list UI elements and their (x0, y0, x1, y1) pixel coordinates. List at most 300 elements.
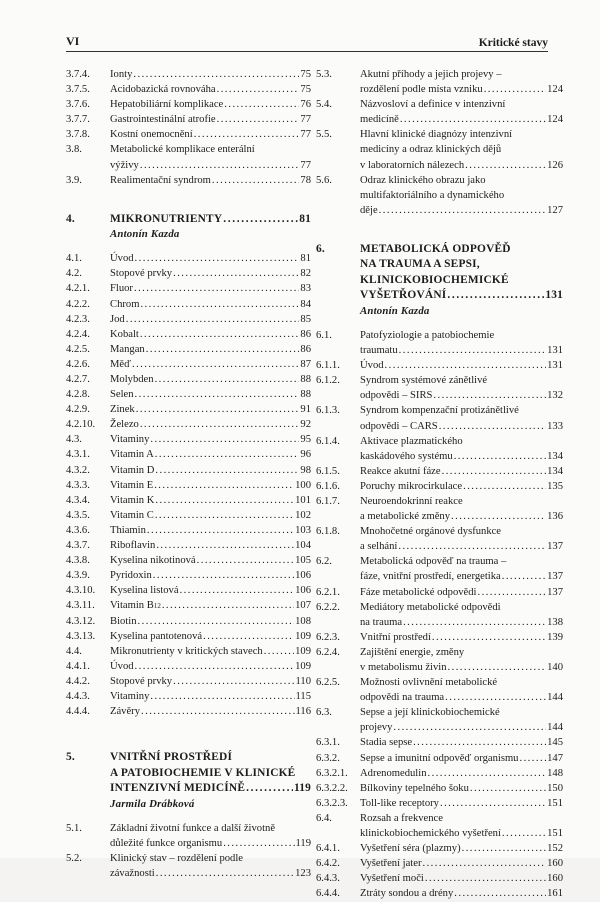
entry-line (360, 720, 563, 735)
toc-entry[interactable] (66, 127, 311, 142)
entry-line (360, 585, 563, 600)
page-ref: 136 (547, 511, 563, 523)
toc-entry[interactable] (66, 553, 311, 568)
toc-entry[interactable] (66, 704, 311, 719)
entry-line (360, 660, 563, 675)
entry-line (110, 97, 311, 112)
entry-title: Mangan (110, 343, 145, 355)
toc-entry[interactable] (316, 735, 563, 750)
page-ref: 132 (547, 390, 563, 402)
leader-dots (194, 127, 300, 142)
toc-entry[interactable] (66, 659, 311, 674)
page-ref: 108 (295, 615, 311, 627)
toc-entry[interactable] (316, 856, 563, 871)
toc-entry[interactable] (66, 523, 311, 538)
section-number: 4.2.2. (66, 298, 90, 310)
entry-body (110, 142, 311, 172)
page-ref: 161 (547, 888, 563, 900)
leader-dots (224, 97, 299, 112)
entry-title: Odraz klinického obrazu jako (360, 174, 486, 186)
leader-dots (454, 886, 546, 901)
entry-title: Stopové prvky (110, 675, 173, 687)
page-ref: 119 (295, 837, 311, 849)
leader-dots (150, 689, 294, 704)
toc-group (66, 67, 311, 188)
section-number: 6.1.4. (316, 435, 340, 447)
entry-title: Reakce akutní fáze (360, 465, 441, 477)
toc-entry[interactable] (316, 585, 563, 600)
entry-line (110, 704, 311, 719)
leader-dots (246, 781, 293, 797)
leader-dots (433, 388, 546, 403)
entry-title: Mikronutrienty v kritických stavech (110, 645, 263, 657)
entry-body (110, 281, 311, 296)
leader-dots (502, 569, 546, 584)
page-ref: 139 (547, 631, 563, 643)
entry-body (110, 689, 311, 704)
toc-entry[interactable] (66, 689, 311, 704)
toc-entry[interactable] (66, 417, 311, 432)
entry-body (110, 312, 311, 327)
section-number: 4.2.3. (66, 313, 90, 325)
toc-entry[interactable] (316, 328, 563, 358)
section-number: 4.3.12. (66, 615, 96, 627)
chapter-number: 6. (316, 242, 325, 255)
toc-entry[interactable] (66, 614, 311, 629)
toc-entry[interactable] (66, 67, 311, 82)
entry-title: Akutní příhody a jejich projevy – (360, 69, 502, 80)
toc-entry[interactable] (66, 312, 311, 327)
toc-entry[interactable] (66, 568, 311, 583)
toc-entry[interactable] (66, 97, 311, 112)
entry-line (360, 766, 563, 781)
entry-title: na trauma (360, 616, 403, 628)
entry-body (110, 463, 311, 478)
entry-title: projevy (360, 722, 393, 734)
entry-body (110, 417, 311, 432)
section-number: 6.1.2. (316, 375, 340, 387)
section-number: 4.3.10. (66, 585, 96, 597)
section-number: 4.3.8. (66, 555, 90, 567)
entry-title: Fluor (110, 283, 133, 295)
entry-line (360, 419, 563, 434)
toc-entry[interactable] (66, 821, 311, 851)
entry-body (110, 523, 311, 538)
toc-entry[interactable] (316, 494, 563, 524)
toc-entry[interactable] (66, 851, 311, 881)
entry-line (360, 82, 563, 97)
entry-line (360, 403, 563, 418)
entry-line (360, 188, 563, 203)
chapter-title: NA TRAUMA A SEPSI, (360, 258, 480, 271)
entry-line (360, 203, 563, 218)
page-ref: 144 (547, 692, 563, 704)
leader-dots (173, 266, 299, 281)
leader-dots (451, 509, 546, 524)
entry-title: důležité funkce organismu (110, 837, 223, 849)
chapter-title-line (360, 273, 563, 289)
leader-dots (155, 493, 294, 508)
entry-line (110, 493, 311, 508)
entry-title: Adrenomedulin (360, 767, 427, 779)
page-ref: 147 (547, 752, 563, 764)
chapter-number: 4. (66, 212, 75, 225)
toc-entry[interactable] (316, 781, 563, 796)
entry-line (110, 432, 311, 447)
toc-entry[interactable] (66, 583, 311, 598)
entry-body (360, 781, 563, 796)
toc-entry[interactable] (66, 281, 311, 296)
toc-entry[interactable] (316, 479, 563, 494)
toc-entry[interactable] (66, 432, 311, 447)
entry-body (110, 251, 311, 266)
entry-body (110, 478, 311, 493)
entry-line (110, 447, 311, 462)
leader-dots (223, 212, 298, 228)
entry-body (360, 127, 563, 172)
section-number: 6.3.2. (316, 752, 340, 764)
entry-title: Bílkoviny tepelného šoku (360, 782, 469, 794)
chapter-title-line (360, 257, 563, 273)
toc-entry[interactable] (66, 644, 311, 659)
entry-body (360, 645, 563, 675)
entry-title: Hepatobiliární komplikace (110, 99, 224, 111)
chapter-heading[interactable] (66, 212, 311, 243)
chapter-title-line (360, 288, 563, 304)
toc-entry[interactable] (66, 297, 311, 312)
leader-dots (156, 866, 294, 881)
leader-dots (155, 372, 300, 387)
entry-body (110, 614, 311, 629)
section-number: 6.1.7. (316, 495, 340, 507)
page-ref: 76 (300, 99, 311, 111)
entry-title: traumatu (360, 345, 398, 357)
page-ref: 151 (547, 828, 563, 840)
toc-entry[interactable] (316, 600, 563, 630)
page-ref: 88 (300, 374, 311, 385)
toc-entry[interactable] (66, 508, 311, 523)
entry-title: Měď (110, 358, 131, 370)
entry-body (110, 297, 311, 312)
chapter-number: 5. (66, 751, 75, 764)
entry-line (360, 328, 563, 343)
entry-line (110, 142, 311, 157)
section-number: 5.4. (316, 99, 332, 111)
section-number: 4.4.1. (66, 660, 90, 672)
toc-entry[interactable] (66, 493, 311, 508)
toc-entry[interactable] (316, 464, 563, 479)
toc-entry[interactable] (66, 447, 311, 462)
page-ref: 109 (295, 630, 311, 642)
page-ref: 131 (547, 345, 563, 357)
chapter-heading[interactable] (66, 750, 311, 812)
leader-dots (147, 523, 294, 538)
toc-left-column (66, 67, 311, 881)
page-ref: 152 (547, 843, 563, 855)
section-number: 4.2.5. (66, 343, 90, 355)
entry-body (110, 372, 311, 387)
chapter-page: 131 (545, 289, 563, 302)
section-number: 4.3.4. (66, 494, 90, 506)
leader-dots (135, 659, 295, 674)
page-ref: 126 (547, 159, 563, 171)
page-ref: 133 (547, 420, 563, 432)
leader-dots (403, 615, 546, 630)
entry-line (110, 629, 311, 644)
toc-entry[interactable] (66, 598, 311, 613)
section-number: 6.1.3. (316, 405, 340, 417)
section-number: 3.9. (66, 174, 82, 186)
page-ref: 137 (547, 541, 563, 553)
entry-line (360, 434, 563, 449)
toc-entry[interactable] (316, 796, 563, 811)
leader-dots (138, 614, 295, 629)
entry-title: Železo (110, 419, 139, 431)
entry-line (110, 67, 311, 82)
toc-group (316, 67, 563, 218)
entry-title: odpovědi na trauma (360, 692, 445, 704)
entry-line (110, 478, 311, 493)
entry-title: Vyšetření séra (plazmy) (360, 843, 461, 855)
section-number: 4.1. (66, 253, 82, 265)
section-number: 3.7.4. (66, 69, 90, 80)
section-number: 6.4. (316, 812, 332, 824)
section-number: 4.3.2. (66, 464, 90, 476)
toc-entry[interactable] (66, 402, 311, 417)
section-number: 6.2.4. (316, 646, 340, 658)
section-number: 6.3.2.2. (316, 782, 348, 794)
page-ref: 107 (295, 600, 311, 612)
section-number: 3.7.8. (66, 129, 90, 141)
entry-line (110, 674, 311, 689)
toc-entry[interactable] (316, 524, 563, 554)
chapter-author: Antonín Kazda (110, 228, 180, 241)
toc-entry[interactable] (66, 372, 311, 387)
entry-title: Zajištění energie, změny (360, 646, 465, 658)
chapter-body (110, 750, 311, 812)
entry-line (110, 538, 311, 553)
entry-title: medicíně (360, 114, 399, 126)
entry-title: Vyšetření moči (360, 873, 424, 885)
toc-entry[interactable] (66, 387, 311, 402)
toc-entry[interactable] (66, 538, 311, 553)
section-number: 6.3. (316, 707, 332, 719)
section-number: 4.3.5. (66, 509, 90, 521)
entry-body (110, 432, 311, 447)
entry-title: Metabolická odpověď na trauma – (360, 556, 507, 568)
entry-title: Realimentační syndrom (110, 174, 211, 186)
leader-dots (153, 568, 294, 583)
leader-dots (393, 720, 546, 735)
entry-body (360, 811, 563, 841)
leader-dots (478, 585, 547, 600)
entry-title: Chrom (110, 298, 140, 310)
leader-dots (156, 538, 294, 553)
toc-entry[interactable] (66, 478, 311, 493)
section-number: 4.3.6. (66, 524, 90, 536)
entry-line (360, 112, 563, 127)
toc-entry[interactable] (316, 630, 563, 645)
leader-dots (447, 288, 544, 304)
toc-entry[interactable] (66, 251, 311, 266)
page-ref: 160 (547, 858, 563, 870)
toc-entry[interactable] (316, 645, 563, 675)
entry-line (360, 751, 563, 766)
toc-entry[interactable] (316, 886, 563, 901)
section-number: 6.3.2.3. (316, 797, 348, 809)
toc-entry[interactable] (316, 358, 563, 373)
entry-body (110, 851, 311, 881)
section-number: 3.7.6. (66, 99, 90, 111)
section-number: 6.3.1. (316, 737, 340, 749)
entry-line (360, 142, 563, 157)
section-number: 4.2.1. (66, 283, 90, 295)
toc-entry[interactable] (316, 434, 563, 464)
leader-dots (197, 553, 294, 568)
section-number: 4.2.4. (66, 328, 90, 340)
page-ref: 135 (547, 480, 563, 492)
page-ref: 144 (547, 722, 563, 734)
toc-entry[interactable] (66, 112, 311, 127)
page-ref: 124 (547, 84, 563, 96)
toc-entry[interactable] (316, 127, 563, 172)
entry-line (360, 173, 563, 188)
toc-entry[interactable] (66, 357, 311, 372)
leader-dots (440, 796, 546, 811)
toc-entry[interactable] (316, 403, 563, 433)
toc-entry[interactable] (316, 97, 563, 127)
entry-body (360, 751, 563, 766)
entry-line (360, 524, 563, 539)
section-number: 6.4.3. (316, 873, 340, 885)
page-ref: 104 (295, 540, 311, 552)
entry-line (360, 539, 563, 554)
toc-entry[interactable] (66, 266, 311, 281)
entry-body (360, 97, 563, 127)
entry-line (360, 358, 563, 373)
entry-body (110, 342, 311, 357)
toc-entry[interactable] (66, 463, 311, 478)
leader-dots (135, 387, 300, 402)
section-number: 6.1.6. (316, 480, 340, 492)
entry-title: v metabolismu živin (360, 662, 447, 673)
leader-dots (465, 158, 546, 173)
page-ref: 77 (300, 129, 311, 141)
leader-dots (462, 841, 547, 856)
entry-title: Neuroendokrinní reakce (360, 495, 463, 507)
chapter-heading[interactable] (316, 242, 563, 319)
entry-line (110, 342, 311, 357)
entry-body (360, 886, 563, 901)
page-ref: 87 (300, 358, 311, 370)
page-ref: 95 (300, 434, 311, 446)
leader-dots (463, 479, 546, 494)
toc-entry[interactable] (316, 173, 563, 218)
leader-dots (432, 630, 546, 645)
entry-body (110, 266, 311, 281)
leader-dots (203, 629, 294, 644)
toc-entry[interactable] (66, 674, 311, 689)
entry-line (360, 509, 563, 524)
entry-line: Vitamin B 12 . . . 107 (110, 598, 311, 613)
toc-entry[interactable] (316, 675, 563, 705)
leader-dots (398, 539, 546, 554)
toc-group (66, 821, 311, 881)
entry-line (110, 508, 311, 523)
entry-title: multifaktoriálního a dynamického (360, 189, 505, 201)
toc-entry[interactable] (316, 871, 563, 886)
leader-dots (519, 751, 546, 766)
entry-body (110, 583, 311, 598)
leader-dots (400, 112, 546, 127)
entry-title: a metabolické změny (360, 511, 451, 523)
toc-entry[interactable] (316, 841, 563, 856)
entry-title: Syndrom systémové zánětlivé (360, 375, 488, 387)
entry-body (110, 327, 311, 342)
entry-body (110, 387, 311, 402)
section-number: 6.1.8. (316, 526, 340, 538)
toc-entry[interactable] (316, 751, 563, 766)
entry-title: Selen (110, 389, 134, 401)
leader-dots (484, 82, 546, 97)
toc-entry[interactable] (316, 554, 563, 584)
page-ref: 137 (547, 571, 563, 583)
entry-title: fáze, vnitřní prostředí, energetika (360, 571, 501, 583)
entry-title: Biotin (110, 615, 137, 627)
section-number: 6.2.2. (316, 601, 340, 613)
entry-line (110, 583, 311, 598)
page-ref: 85 (300, 313, 311, 325)
leader-dots (442, 464, 547, 479)
page-ref: 86 (300, 328, 311, 340)
page-ref: 84 (300, 298, 311, 310)
section-number: 6.1. (316, 329, 332, 341)
toc-entry[interactable] (66, 629, 311, 644)
toc-entry[interactable] (316, 705, 563, 735)
toc-entry[interactable] (316, 766, 563, 781)
toc-entry[interactable] (66, 173, 311, 188)
entry-body (110, 568, 311, 583)
entry-title: Vnitřní prostředí (360, 631, 431, 643)
toc-entry[interactable] (66, 342, 311, 357)
entry-body (360, 554, 563, 584)
entry-body (110, 598, 311, 613)
entry-title: Vitamin C (110, 509, 154, 521)
leader-dots (133, 67, 299, 82)
page-ref: 134 (547, 465, 563, 477)
page-ref: 145 (547, 737, 563, 749)
page-ref: 110 (295, 675, 311, 687)
entry-line (110, 327, 311, 342)
entry-line (360, 690, 563, 705)
leader-dots (134, 281, 299, 296)
toc-entry[interactable] (316, 373, 563, 403)
leader-dots (217, 82, 300, 97)
toc-entry[interactable] (316, 811, 563, 841)
entry-line (110, 402, 311, 417)
chapter-title-line (110, 781, 311, 797)
toc-entry[interactable] (66, 82, 311, 97)
toc-entry[interactable] (316, 67, 563, 97)
toc-entry[interactable] (66, 142, 311, 172)
toc-entry[interactable] (66, 327, 311, 342)
page-ref: 137 (547, 586, 563, 598)
page-ref: 102 (295, 509, 311, 521)
section-number: 5.5. (316, 129, 332, 141)
entry-title: Vitaminy (110, 690, 150, 702)
entry-title: Stadia sepse (360, 737, 413, 749)
chapter-title: METABOLICKÁ ODPOVĚĎ (360, 242, 511, 255)
